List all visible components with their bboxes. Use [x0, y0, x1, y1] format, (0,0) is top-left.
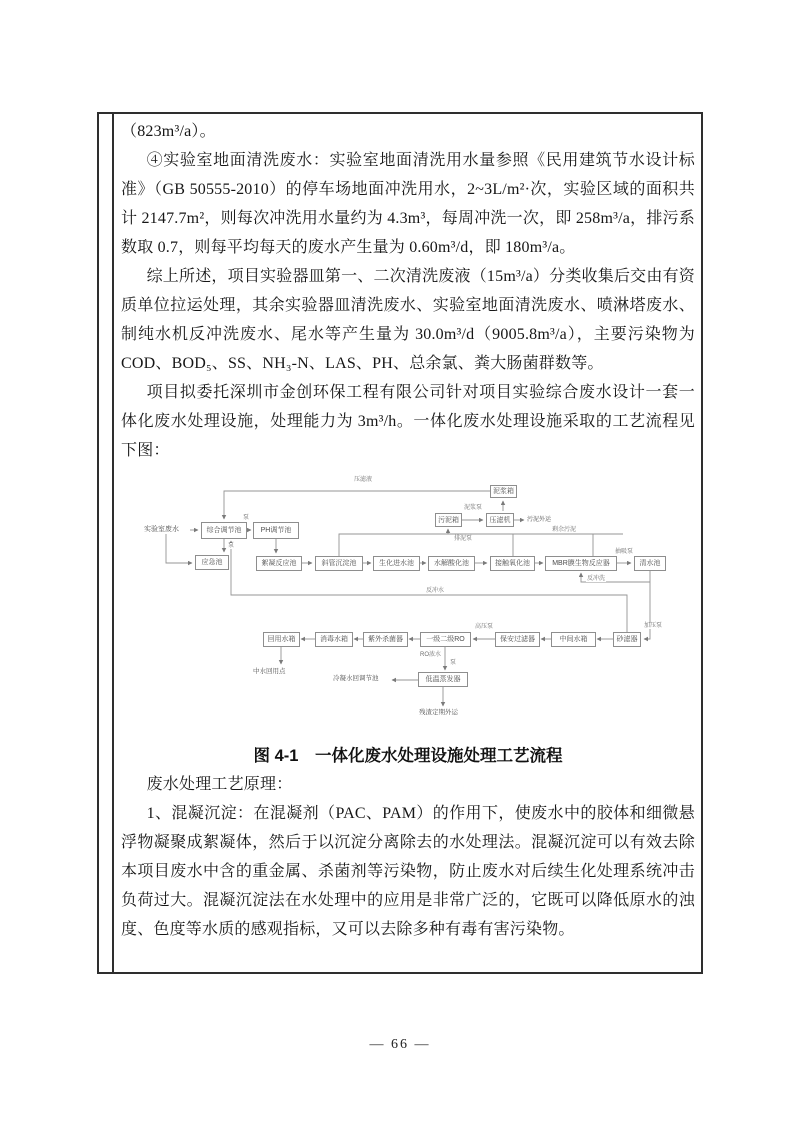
flow-node-mbr-reactor: MBR膜生物反应器 — [545, 556, 617, 571]
flow-source-lab-wastewater: 实验室废水 — [144, 526, 179, 533]
flow-node-hydrolysis-tank: 水解酸化池 — [428, 556, 475, 571]
flow-node-emergency-tank: 应急池 — [195, 555, 229, 570]
paragraph-floor-washing: ④实验室地面清洗废水：实验室地面清洗用水量参照《民用建筑节水设计标准》（GB 50555-2010）的停车场地面冲洗用水，2~3L/m²·次，实验区域的面积共计 2147.7m²，则每次冲洗用水量约为 4.3m³，每周冲洗一次，即 258m³/a，排污系数取 0.7，则每平均每天的废水产生量为 0.60m³/d，即 180m³/a。 — [121, 152, 695, 256]
flow-node-uv-sterilizer: 紫外杀菌器 — [363, 632, 408, 647]
flow-label-pump-1: 泵 — [243, 515, 250, 521]
flow-label-excess-sludge: 剩余污泥 — [552, 527, 577, 533]
process-flow-diagram — [133, 473, 685, 733]
flow-node-filter-press: 压滤机 — [486, 513, 514, 527]
table-left-margin-cell — [99, 114, 114, 972]
flow-label-drain-pump: 排泥泵 — [454, 536, 473, 542]
flow-label-sand-backwash: 反冲水 — [426, 588, 445, 594]
flow-label-mud-pump: 泥浆泵 — [464, 505, 483, 511]
paragraph-coagulation: 1、混凝沉淀：在混凝剂（PAC、PAM）的作用下，使废水中的胶体和细微悬浮物凝聚成絮凝体，然后于以沉淀分离除去的水处理法。混凝沉淀可以有效去除本项目废水中含的重金属、杀菌剂等污染物，防止废水对后续生化处理系统冲击负荷过大。混凝沉淀法在水处理中的应用是非常广泛的，它既可以降低原水的浊度、色度等水质的感观指标，又可以去除多种有毒有害污染物。 — [121, 805, 695, 938]
table-content-cell — [114, 114, 701, 972]
flow-label-hp-pump: 高压泵 — [475, 624, 494, 630]
document-table-frame — [97, 112, 703, 974]
page-number: — 66 — — [369, 1037, 431, 1052]
flow-text-reuse-point: 中水回用点 — [253, 668, 286, 675]
flow-node-sludge-tank: 污泥箱 — [435, 513, 462, 527]
flow-node-regulating-tank: 综合调节池 — [201, 522, 247, 539]
paragraph-summary: 综上所述，项目实验器皿第一、二次清洗废液（15m³/a）分类收集后交由有资质单位拉运处理，其余实验器皿清洗废水、实验室地面清洗废水、喷淋塔废水、制纯水机反冲洗废水、尾水等产生量为 30.0m³/d（9005.8m³/a），主要污染物为 COD、BOD₅、SS、NH₃-N、LAS、PH、总余氯、粪大肠菌群数等。 — [121, 268, 695, 372]
flow-node-ph-tank: PH调节池 — [253, 522, 299, 539]
flow-lines — [133, 473, 685, 733]
flow-node-ro-unit: 一级二级RO — [420, 632, 471, 647]
flow-label-mbr-backwash: 反冲洗 — [587, 576, 606, 582]
figure-caption: 图 4-1 一体化废水处理设施处理工艺流程 — [253, 747, 563, 765]
flow-node-disinfection-tank: 消毒水箱 — [315, 632, 353, 647]
flow-node-bio-inlet-tank: 生化进水池 — [373, 556, 420, 571]
flow-label-pump-3: 泵 — [450, 660, 457, 666]
flow-label-suction-pump: 抽吸泵 — [615, 549, 634, 555]
flow-node-clear-water-tank: 清水池 — [634, 556, 666, 571]
flow-label-pressure-pump: 加压泵 — [644, 623, 663, 629]
flow-label-filtrate: 压滤液 — [354, 477, 373, 483]
flow-node-sand-filter: 砂滤器 — [613, 632, 641, 647]
paragraph-principle-heading: 废水处理工艺原理： — [146, 776, 293, 793]
flow-node-evaporator: 低温蒸发器 — [418, 672, 468, 687]
flow-text-condensate-return: 冷凝水回调节池 — [333, 675, 379, 682]
paragraph-volume: （823m³/a）。 — [121, 123, 216, 140]
flow-text-sludge-transport: 污泥外运 — [527, 517, 552, 523]
flow-node-flocculation-tank: 絮凝反应池 — [256, 556, 302, 571]
flow-node-contact-oxidation-tank: 接触氧化池 — [490, 556, 535, 571]
flow-text-residue-disposal: 残渣定期外运 — [419, 709, 458, 716]
flow-label-ro-concentrate: RO浓水 — [420, 652, 442, 658]
flow-node-intermediate-tank: 中间水箱 — [551, 632, 596, 647]
flow-node-mud-tank: 泥浆箱 — [490, 485, 517, 498]
paragraph-facility: 项目拟委托深圳市金创环保工程有限公司针对项目实验综合废水设计一套一体化废水处理设施，处理能力为 3m³/h。一体化废水处理设施采取的工艺流程见下图： — [121, 384, 695, 459]
flow-node-sedimentation-tank: 斜管沉淀池 — [315, 556, 363, 571]
flow-label-pump-2: 泵 — [228, 543, 235, 549]
flow-node-guard-filter: 保安过滤器 — [495, 632, 540, 647]
flow-node-reuse-tank: 回用水箱 — [263, 632, 300, 647]
